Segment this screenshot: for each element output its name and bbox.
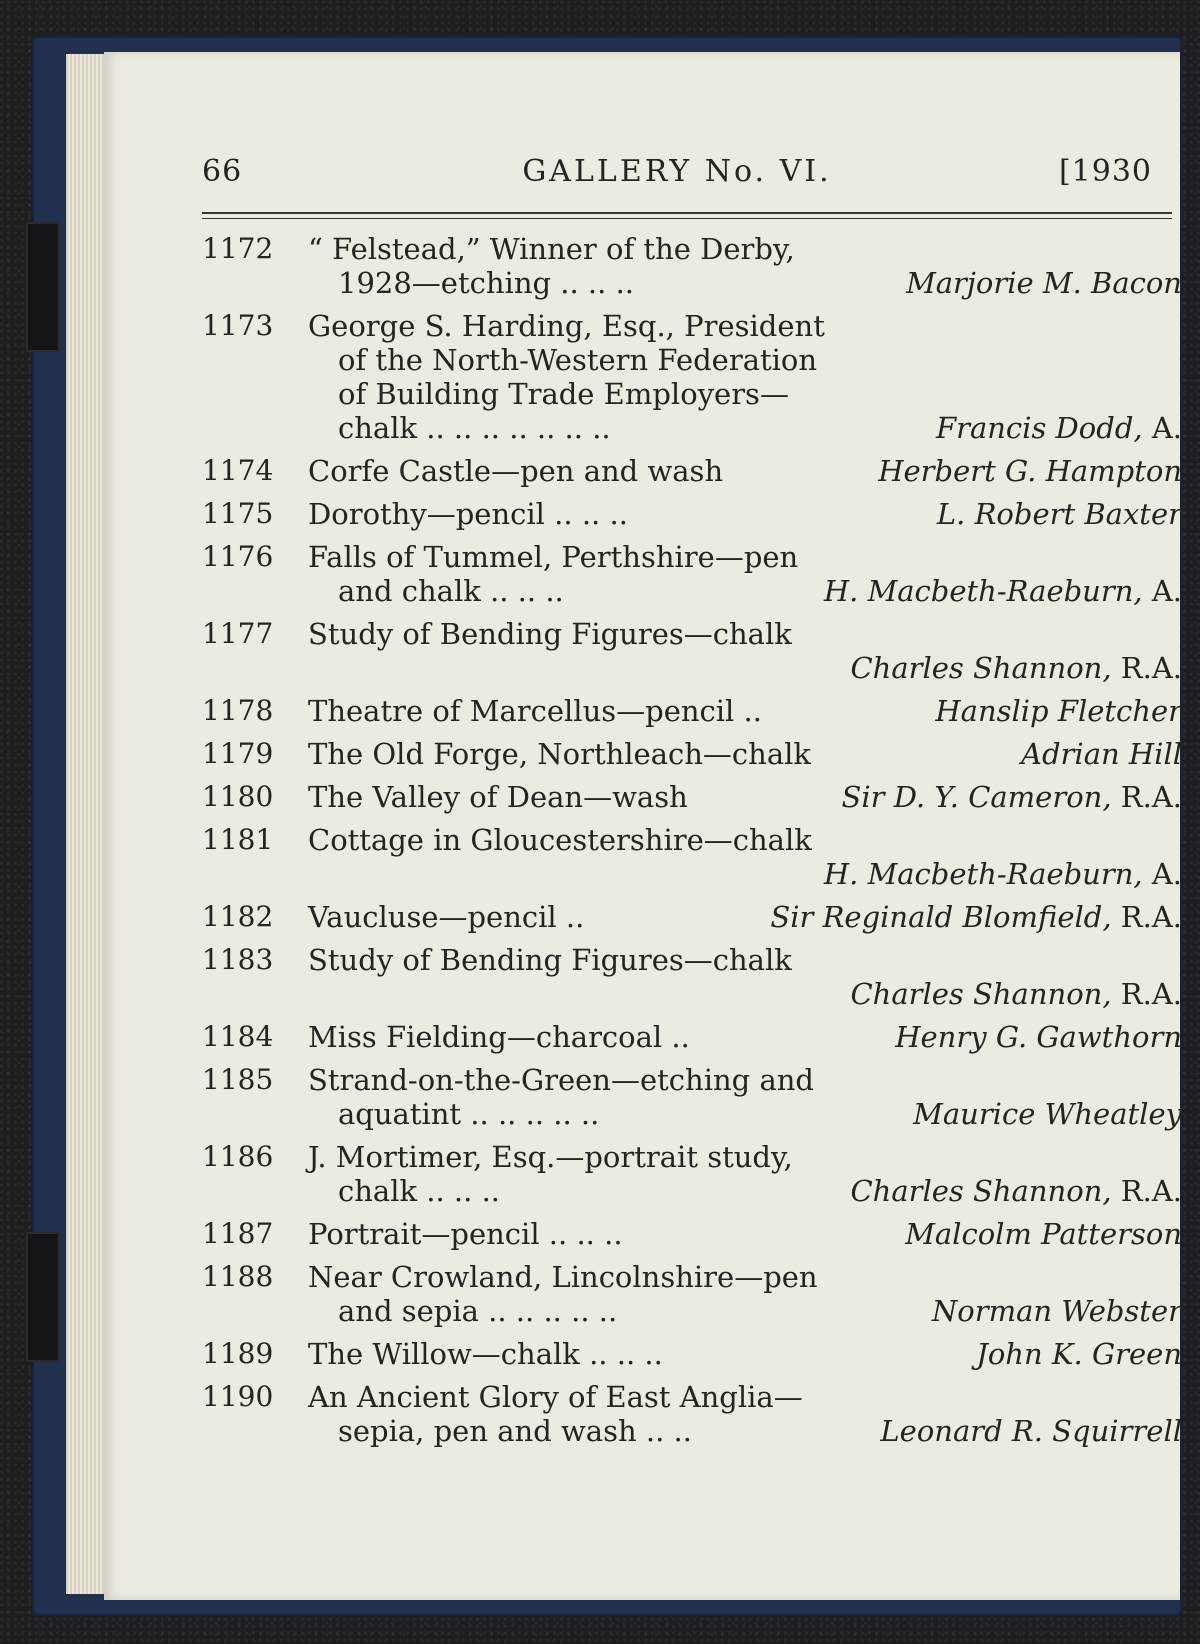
entry-artist: [824, 857, 1182, 891]
catalogue-entry: [202, 1380, 1182, 1448]
entry-artist: [935, 694, 1182, 728]
entry-title-text: The Valley of Dean—wash: [308, 780, 688, 814]
entry-title-text: Falls of Tummel, Perthshire—pen: [308, 540, 799, 574]
artist-suffix: R.A.: [1111, 900, 1182, 934]
entry-number: 1185: [202, 1063, 274, 1096]
entry-title-text: chalk .. .. ..: [338, 1174, 501, 1208]
artist-name: Charles Shannon,: [850, 1174, 1112, 1208]
catalogue-entry: [202, 232, 1182, 300]
entry-artist: [850, 1174, 1182, 1208]
catalogue-entry: [202, 1020, 1182, 1054]
entry-title-continued: [308, 1174, 1182, 1208]
entry-title-text: Study of Bending Figures—chalk: [308, 617, 792, 651]
artist-suffix: A.: [1142, 574, 1182, 608]
entry-title: [308, 1020, 1182, 1054]
entry-title: [308, 1217, 1182, 1251]
catalogue-entry: [202, 540, 1182, 608]
catalogue-entry: [202, 1217, 1182, 1251]
page-year: [1930: [1058, 154, 1152, 189]
entry-title-text: The Willow—chalk .. .. ..: [308, 1337, 663, 1371]
entry-number: 1174: [202, 454, 274, 487]
entry-number: 1187: [202, 1217, 274, 1250]
entry-title-continued: [308, 411, 1182, 445]
entry-title: [308, 737, 1182, 771]
entry-title-text: Miss Fielding—charcoal ..: [308, 1020, 690, 1054]
artist-name: L. Robert Baxter: [936, 497, 1182, 531]
artist-name: John K. Green: [976, 1337, 1182, 1371]
entry-artist-line: [308, 977, 1182, 1011]
entry-title-text: Theatre of Marcellus—pencil ..: [308, 694, 762, 728]
artist-name: H. Macbeth-Raeburn,: [823, 857, 1143, 891]
entry-title-text: of the North-Western Federation: [338, 343, 818, 377]
entry-title-text: Portrait—pencil .. .. ..: [308, 1217, 623, 1251]
entry-title: [308, 943, 1182, 977]
catalogue-entry: [202, 617, 1182, 685]
entry-artist: [895, 1020, 1182, 1054]
entry-artist: [770, 900, 1182, 934]
entry-title: [308, 694, 1182, 728]
catalogue-entry: [202, 1140, 1182, 1208]
entry-number: 1176: [202, 540, 274, 573]
artist-name: Charles Shannon,: [850, 977, 1112, 1011]
entry-title-text: Near Crowland, Lincolnshire—pen: [308, 1260, 818, 1294]
entry-title: [308, 540, 1182, 574]
entry-artist: [906, 266, 1182, 300]
entry-title-continued: [308, 1414, 1182, 1448]
catalogue-entry: [202, 780, 1182, 814]
entry-artist: [976, 1337, 1182, 1371]
entry-title-text: The Old Forge, Northleach—chalk: [308, 737, 811, 771]
entry-title-text: of Building Trade Employers—: [338, 377, 789, 411]
binding-strap-bottom: [26, 1232, 60, 1362]
entry-number: 1180: [202, 780, 274, 813]
artist-suffix: R.A.: [1111, 651, 1182, 685]
artist-suffix: R.A.: [1111, 977, 1182, 1011]
artist-name: Adrian Hill: [1021, 737, 1182, 771]
entry-title-continued: [308, 377, 1182, 411]
entry-artist-line: [308, 857, 1182, 891]
entry-number: 1172: [202, 232, 274, 265]
page-number: 66: [202, 154, 243, 189]
entry-number: 1188: [202, 1260, 274, 1293]
entry-number: 1190: [202, 1380, 274, 1413]
entry-title-text: and sepia .. .. .. .. ..: [338, 1294, 618, 1328]
entry-title-text: Strand-on-the-Green—etching and: [308, 1063, 814, 1097]
artist-name: Maurice Wheatley: [913, 1097, 1182, 1131]
header-rule-thin: [202, 218, 1172, 219]
catalogue-entry: [202, 454, 1182, 488]
entry-title: [308, 497, 1182, 531]
entry-title-text: Corfe Castle—pen and wash: [308, 454, 724, 488]
catalogue-entries: [202, 232, 1182, 1457]
entry-artist: [1021, 737, 1182, 771]
catalogue-entry: [202, 900, 1182, 934]
entry-title: [308, 780, 1182, 814]
entry-title: [308, 617, 1182, 651]
artist-suffix: A.: [1142, 857, 1182, 891]
entry-title: [308, 823, 1182, 857]
entry-title-continued: [308, 574, 1182, 608]
entry-number: 1177: [202, 617, 274, 650]
entry-number: 1184: [202, 1020, 274, 1053]
entry-title: [308, 900, 1182, 934]
header-rule: [202, 212, 1172, 214]
catalogue-entry: [202, 694, 1182, 728]
artist-name: Herbert G. Hampton: [878, 454, 1182, 488]
catalogue-entry: [202, 823, 1182, 891]
entry-number: 1179: [202, 737, 274, 770]
entry-number: 1182: [202, 900, 274, 933]
entry-number: 1178: [202, 694, 274, 727]
entry-title-continued: [308, 1294, 1182, 1328]
entry-artist: [937, 497, 1182, 531]
artist-suffix: R.A.: [1111, 780, 1182, 814]
entry-title-continued: [308, 266, 1182, 300]
artist-suffix: R.A.: [1111, 1174, 1182, 1208]
entry-artist: [850, 651, 1182, 685]
entry-number: 1173: [202, 309, 274, 342]
catalogue-entry: [202, 1337, 1182, 1371]
entry-artist-line: [308, 651, 1182, 685]
entry-title: [308, 309, 1182, 343]
entry-title: [308, 1260, 1182, 1294]
entry-number: 1181: [202, 823, 274, 856]
entry-artist: [913, 1097, 1182, 1131]
entry-title-text: Dorothy—pencil .. .. ..: [308, 497, 628, 531]
entry-title-text: Study of Bending Figures—chalk: [308, 943, 792, 977]
entry-title-text: Cottage in Gloucestershire—chalk: [308, 823, 812, 857]
artist-suffix: A.: [1142, 411, 1182, 445]
entry-artist: [878, 454, 1182, 488]
entry-title-text: and chalk .. .. ..: [338, 574, 564, 608]
entry-artist: [936, 411, 1182, 445]
entry-title-text: aquatint .. .. .. .. ..: [338, 1097, 600, 1131]
entry-title-text: Vaucluse—pencil ..: [308, 900, 585, 934]
page-header: [202, 154, 1152, 198]
catalogue-entry: [202, 1063, 1182, 1131]
page-title: GALLERY No. VI.: [522, 154, 832, 189]
artist-name: Charles Shannon,: [850, 651, 1112, 685]
artist-name: Leonard R. Squirrell: [880, 1414, 1182, 1448]
artist-name: Marjorie M. Bacon: [906, 266, 1182, 300]
artist-name: Hanslip Fletcher: [935, 694, 1182, 728]
entry-artist: [841, 780, 1182, 814]
entry-title: [308, 1063, 1182, 1097]
entry-title-text: chalk .. .. .. .. .. .. ..: [338, 411, 611, 445]
entry-number: 1175: [202, 497, 274, 530]
entry-title-text: sepia, pen and wash .. ..: [338, 1414, 692, 1448]
entry-artist: [880, 1414, 1182, 1448]
entry-title: [308, 1380, 1182, 1414]
entry-title-text: An Ancient Glory of East Anglia—: [308, 1380, 803, 1414]
artist-name: Henry G. Gawthorn: [895, 1020, 1182, 1054]
catalogue-entry: [202, 309, 1182, 445]
entry-title-text: J. Mortimer, Esq.—portrait study,: [308, 1140, 793, 1174]
entry-title-text: “ Felstead,” Winner of the Derby,: [308, 232, 795, 266]
entry-artist: [850, 977, 1182, 1011]
entry-title-text: George S. Harding, Esq., President: [308, 309, 825, 343]
entry-number: 1189: [202, 1337, 274, 1370]
artist-name: H. Macbeth-Raeburn,: [823, 574, 1143, 608]
entry-artist: [905, 1217, 1182, 1251]
catalogue-entry: [202, 737, 1182, 771]
entry-number: 1183: [202, 943, 274, 976]
entry-title-text: 1928—etching .. .. ..: [338, 266, 635, 300]
entry-title: [308, 454, 1182, 488]
entry-title-continued: [308, 343, 1182, 377]
artist-name: Sir Reginald Blomfield,: [770, 900, 1112, 934]
artist-name: Sir D. Y. Cameron,: [841, 780, 1112, 814]
binding-strap-top: [26, 222, 60, 352]
catalogue-entry: [202, 497, 1182, 531]
entry-title: [308, 1140, 1182, 1174]
entry-title-continued: [308, 1097, 1182, 1131]
artist-name: Norman Webster: [931, 1294, 1182, 1328]
catalogue-entry: [202, 943, 1182, 1011]
entry-artist: [932, 1294, 1182, 1328]
entry-title: [308, 232, 1182, 266]
artist-name: Malcolm Patterson: [905, 1217, 1182, 1251]
entry-number: 1186: [202, 1140, 274, 1173]
catalogue-page: [104, 52, 1180, 1600]
catalogue-entry: [202, 1260, 1182, 1328]
entry-artist: [824, 574, 1182, 608]
artist-name: Francis Dodd,: [935, 411, 1143, 445]
entry-title: [308, 1337, 1182, 1371]
